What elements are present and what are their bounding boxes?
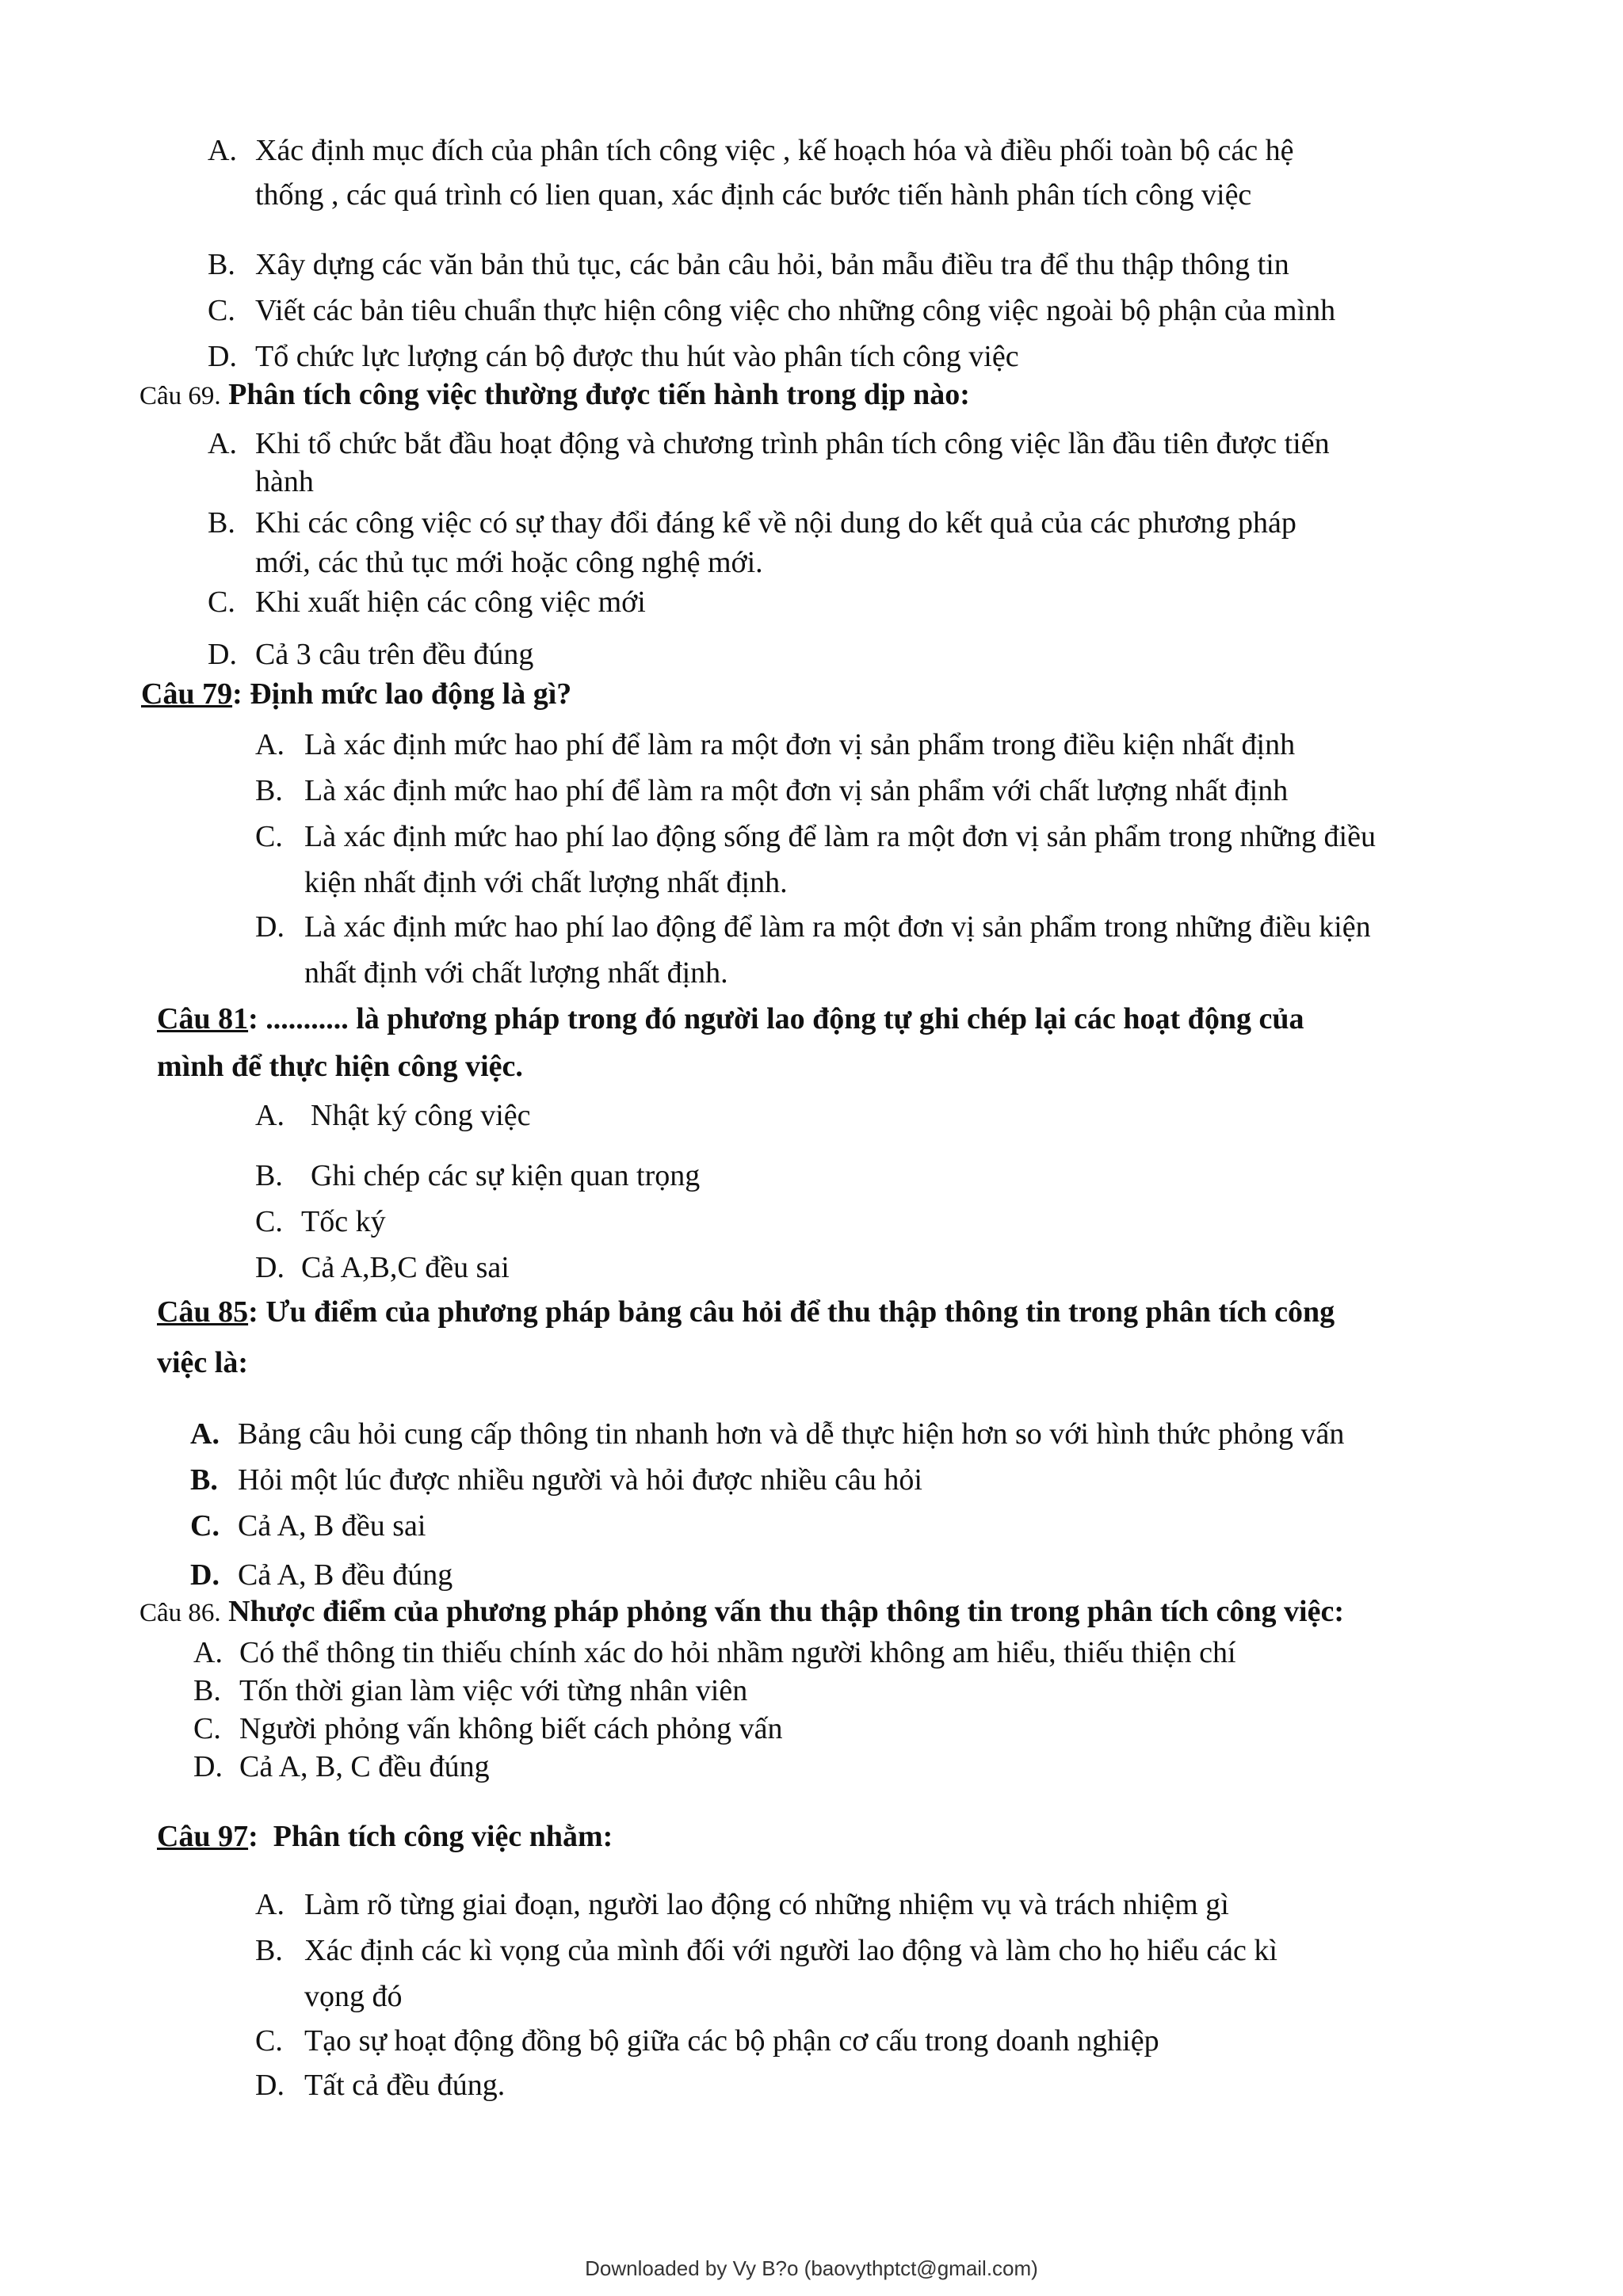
option-key: C. xyxy=(208,294,235,327)
option-key: C. xyxy=(255,2024,283,2058)
option-key: B. xyxy=(208,248,235,281)
question-79 xyxy=(141,675,571,713)
option-text-cont: vọng đó xyxy=(304,1980,403,2013)
question-text: : Phân tích công việc nhằm: xyxy=(248,1820,613,1853)
option-key: C. xyxy=(208,585,235,619)
option-c xyxy=(190,1504,426,1548)
option-key: D. xyxy=(193,1750,223,1783)
option-d xyxy=(208,334,1019,379)
option-text: Cả A, B, C đều đúng xyxy=(239,1750,490,1783)
option-key: B. xyxy=(193,1674,221,1707)
option-c xyxy=(255,2019,1159,2063)
option-text: Cả A,B,C đều sai xyxy=(301,1251,510,1284)
option-a xyxy=(255,1093,531,1138)
option-text: Ghi chép các sự kiện quan trọng xyxy=(311,1159,701,1192)
question-label: Câu 79 xyxy=(141,677,233,711)
option-b xyxy=(208,501,1296,579)
question-text: Phân tích công việc thường được tiến hành trong dịp nào: xyxy=(228,378,970,411)
option-b xyxy=(255,769,1289,813)
option-text: Hỏi một lúc được nhiều người và hỏi được nhiều câu hỏi xyxy=(238,1463,922,1497)
option-key: B. xyxy=(255,1934,283,1967)
option-key: B. xyxy=(255,1159,283,1192)
option-key: D. xyxy=(190,1558,220,1592)
option-text-cont: thống , các quá trình có lien quan, xác định các bước tiến hành phân tích công việc xyxy=(255,178,1252,212)
option-text: Cả A, B đều sai xyxy=(238,1509,426,1543)
option-key: B. xyxy=(190,1463,218,1497)
option-text: Khi xuất hiện các công việc mới xyxy=(255,585,646,619)
option-key: D. xyxy=(208,340,237,373)
option-b xyxy=(255,1154,701,1198)
option-key: A. xyxy=(193,1636,223,1669)
option-key: A. xyxy=(208,134,237,167)
option-text: Tốc ký xyxy=(301,1205,386,1238)
option-c xyxy=(255,814,1376,899)
question-text: : ........... là phương pháp trong đó người lao động tự ghi chép lại các hoạt động của xyxy=(248,1002,1304,1035)
option-text: Khi tổ chức bắt đầu hoạt động và chương trình phân tích công việc lần đầu tiên được tiến xyxy=(255,427,1330,460)
option-text: Tổ chức lực lượng cán bộ được thu hút vào phân tích công việc xyxy=(255,340,1019,373)
option-c xyxy=(208,288,1336,333)
option-text: Có thể thông tin thiếu chính xác do hỏi nhầm người không am hiểu, thiếu thiện chí xyxy=(239,1636,1236,1669)
question-label: Câu 81 xyxy=(157,1002,249,1035)
option-text: Khi các công việc có sự thay đổi đáng kể về nội dung do kết quả của các phương pháp xyxy=(255,506,1296,540)
option-key: C. xyxy=(255,820,283,853)
option-text: Người phỏng vấn không biết cách phỏng vấn xyxy=(239,1712,783,1745)
question-label: Câu 85 xyxy=(157,1295,249,1329)
question-85 xyxy=(157,1293,1335,1331)
option-c xyxy=(208,580,646,624)
option-text: Làm rõ từng giai đoạn, người lao động có những nhiệm vụ và trách nhiệm gì xyxy=(304,1888,1229,1921)
question-text-cont: việc là: xyxy=(157,1346,249,1379)
option-d xyxy=(208,632,534,677)
option-text-cont: hành xyxy=(255,465,314,498)
option-d xyxy=(193,1745,490,1789)
option-text: Là xác định mức hao phí để làm ra một đơn vị sản phẩm với chất lượng nhất định xyxy=(304,774,1289,807)
option-key: C. xyxy=(193,1712,221,1745)
option-text: Tốn thời gian làm việc với từng nhân viên xyxy=(239,1674,748,1707)
option-c xyxy=(255,1199,386,1244)
option-b xyxy=(208,242,1289,287)
question-label: Câu 86. xyxy=(139,1599,221,1627)
option-b xyxy=(255,1928,1277,2013)
option-key: A. xyxy=(255,1099,285,1132)
question-86 xyxy=(139,1592,1344,1632)
option-key: B. xyxy=(255,774,283,807)
option-text: Bảng câu hỏi cung cấp thông tin nhanh hơn và dễ thực hiện hơn so với hình thức phỏng vấn xyxy=(238,1417,1345,1451)
option-a xyxy=(208,421,1330,498)
option-text: Là xác định mức hao phí lao động sống để làm ra một đơn vị sản phẩm trong những điều xyxy=(304,820,1376,853)
option-text-cont: mới, các thủ tục mới hoặc công nghệ mới. xyxy=(255,546,763,579)
question-69 xyxy=(139,376,970,415)
question-81 xyxy=(157,1000,1304,1038)
option-a xyxy=(255,723,1296,767)
option-key: D. xyxy=(255,2069,285,2102)
option-key: D. xyxy=(255,910,285,944)
question-label: Câu 97 xyxy=(157,1820,249,1853)
option-key: A. xyxy=(208,427,237,460)
option-key: B. xyxy=(208,506,235,540)
option-d xyxy=(255,1245,510,1290)
option-text: Xác định các kì vọng của mình đối với người lao động và làm cho họ hiểu các kì xyxy=(304,1934,1277,1967)
question-label: Câu 69. xyxy=(139,382,221,410)
option-d xyxy=(255,905,1371,990)
option-text-cont: kiện nhất định với chất lượng nhất định. xyxy=(304,866,788,899)
option-key: D. xyxy=(255,1251,285,1284)
question-text: Nhược điểm của phương pháp phỏng vấn thu thập thông tin trong phân tích công việc: xyxy=(228,1595,1344,1628)
option-text: Nhật ký công việc xyxy=(311,1099,531,1132)
option-text: Viết các bản tiêu chuẩn thực hiện công việc cho những công việc ngoài bộ phận của mình xyxy=(255,294,1336,327)
option-text: Là xác định mức hao phí lao động để làm ra một đơn vị sản phẩm trong những điều kiện xyxy=(304,910,1371,944)
question-text-cont: mình để thực hiện công việc. xyxy=(157,1050,523,1083)
option-text: Cả 3 câu trên đều đúng xyxy=(255,638,534,671)
option-key: C. xyxy=(190,1509,220,1543)
option-key: C. xyxy=(255,1205,283,1238)
option-text: Xây dựng các văn bản thủ tục, các bản câu hỏi, bản mẫu điều tra để thu thập thông tin xyxy=(255,248,1289,281)
option-text: Xác định mục đích của phân tích công việc , kế hoạch hóa và điều phối toàn bộ các hệ xyxy=(255,134,1294,167)
question-text: : Ưu điểm của phương pháp bảng câu hỏi để thu thập thông tin trong phân tích công xyxy=(248,1295,1335,1329)
option-a xyxy=(255,1882,1229,1927)
option-text: Tạo sự hoạt động đồng bộ giữa các bộ phận cơ cấu trong doanh nghiệp xyxy=(304,2024,1159,2058)
option-text: Tất cả đều đúng. xyxy=(304,2069,506,2102)
option-d xyxy=(190,1553,453,1597)
option-d xyxy=(255,2063,506,2107)
option-text: Cả A, B đều đúng xyxy=(238,1558,453,1592)
option-text-cont: nhất định với chất lượng nhất định. xyxy=(304,956,728,990)
download-footer: Downloaded by Vy B?o (baovythptct@gmail.com) xyxy=(585,2256,1038,2280)
option-a xyxy=(190,1412,1345,1456)
option-key: D. xyxy=(208,638,237,671)
option-key: A. xyxy=(255,728,285,761)
option-text: Là xác định mức hao phí để làm ra một đơn vị sản phẩm trong điều kiện nhất định xyxy=(304,728,1296,761)
question-97 xyxy=(157,1817,613,1855)
option-key: A. xyxy=(190,1417,220,1451)
option-b xyxy=(190,1458,922,1502)
option-a xyxy=(208,128,1294,212)
option-key: A. xyxy=(255,1888,285,1921)
question-text: : Định mức lao động là gì? xyxy=(232,677,572,711)
